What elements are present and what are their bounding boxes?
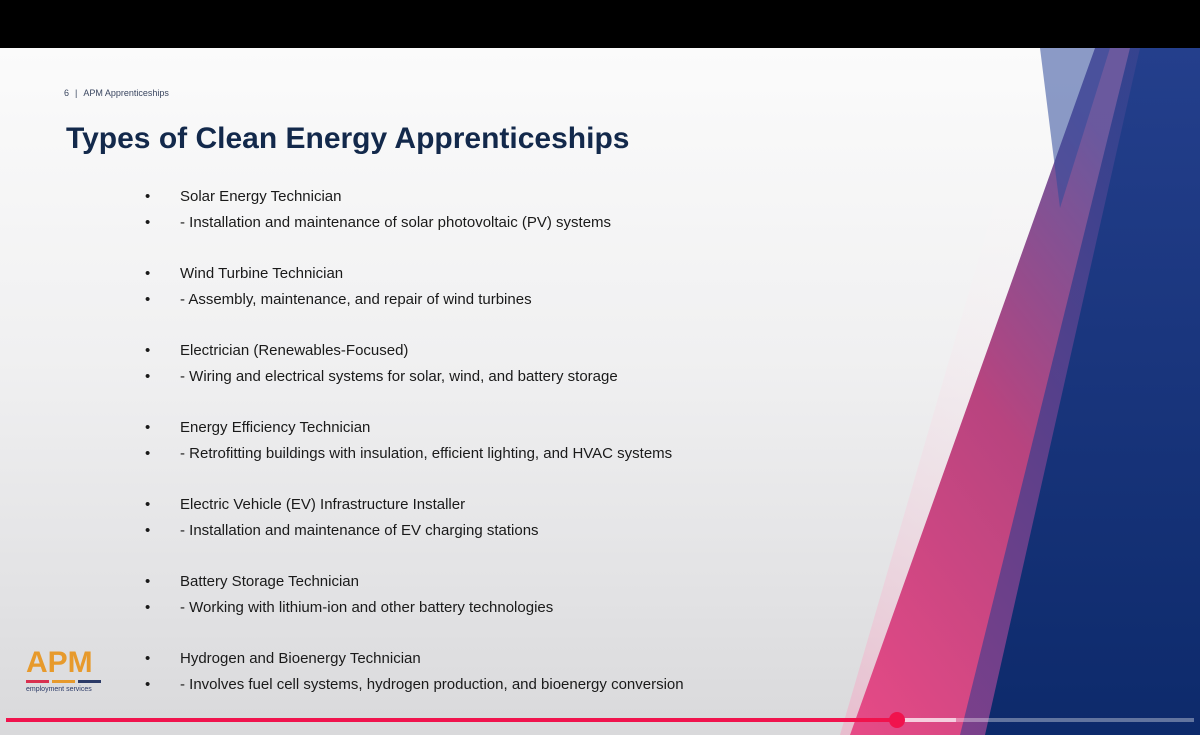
- detail-text: - Installation and maintenance of EV charging stations: [180, 522, 539, 539]
- logo-bar-red: [26, 680, 49, 683]
- video-top-bar: [0, 0, 1200, 48]
- bullet-group: [145, 415, 845, 467]
- detail-text: - Installation and maintenance of solar photovoltaic (PV) systems: [180, 214, 612, 231]
- presentation-slide: [0, 48, 1200, 735]
- bullet-item-detail: [145, 364, 845, 390]
- progress-played: [6, 718, 897, 722]
- bullet-icon: •: [145, 676, 151, 693]
- logo-subtitle: employment services: [26, 686, 92, 693]
- bullet-group: [145, 338, 845, 390]
- section-name: APM Apprenticeships: [83, 88, 169, 98]
- bullet-icon: •: [145, 522, 151, 539]
- role-text: Electrician (Renewables-Focused): [180, 342, 409, 359]
- bullet-group: [145, 184, 845, 236]
- apm-logo: [26, 648, 106, 693]
- bullet-group: [145, 492, 845, 544]
- bullet-item-role: [145, 338, 845, 364]
- detail-text: - Assembly, maintenance, and repair of wind turbines: [180, 291, 532, 308]
- bullet-item-role: [145, 492, 845, 518]
- video-progress-bar[interactable]: [6, 718, 1194, 722]
- logo-word: APM: [26, 646, 93, 679]
- logo-bars: [26, 680, 106, 683]
- bullet-item-detail: [145, 672, 845, 698]
- role-text: Energy Efficiency Technician: [180, 419, 371, 436]
- role-text: Electric Vehicle (EV) Infrastructure Installer: [180, 496, 466, 513]
- bullet-item-detail: [145, 595, 845, 621]
- bullet-icon: •: [145, 573, 151, 590]
- bullet-item-detail: [145, 210, 845, 236]
- logo-bar-navy: [78, 680, 101, 683]
- bullet-icon: •: [145, 368, 151, 385]
- page-number: 6: [64, 88, 70, 98]
- bullet-item-role: [145, 646, 845, 672]
- role-text: Wind Turbine Technician: [180, 265, 344, 282]
- bullet-item-role: [145, 415, 845, 441]
- detail-text: - Retrofitting buildings with insulation, efficient lighting, and HVAC systems: [180, 445, 673, 462]
- bullet-icon: •: [145, 265, 151, 282]
- bullet-group: [145, 569, 845, 621]
- bullet-list: [145, 184, 845, 723]
- logo-bar-orange: [52, 680, 75, 683]
- bullet-icon: •: [145, 291, 151, 308]
- bullet-icon: •: [145, 214, 151, 231]
- breadcrumb-separator: |: [75, 88, 78, 98]
- bullet-icon: •: [145, 650, 151, 667]
- bullet-item-detail: [145, 287, 845, 313]
- breadcrumb: [64, 88, 169, 98]
- bullet-item-role: [145, 261, 845, 287]
- bullet-item-role: [145, 569, 845, 595]
- progress-scrubber-handle[interactable]: [889, 712, 905, 728]
- bullet-item-detail: [145, 441, 845, 467]
- detail-text: - Involves fuel cell systems, hydrogen production, and bioenergy conversion: [180, 676, 684, 693]
- bullet-icon: •: [145, 342, 151, 359]
- bullet-item-role: [145, 184, 845, 210]
- bullet-item-detail: [145, 518, 845, 544]
- slide-title: Types of Clean Energy Apprenticeships: [66, 122, 630, 155]
- bullet-icon: •: [145, 496, 151, 513]
- bullet-icon: •: [145, 599, 151, 616]
- detail-text: - Working with lithium-ion and other battery technologies: [180, 599, 554, 616]
- bullet-icon: •: [145, 188, 151, 205]
- role-text: Hydrogen and Bioenergy Technician: [180, 650, 421, 667]
- detail-text: - Wiring and electrical systems for solar, wind, and battery storage: [180, 368, 618, 385]
- role-text: Battery Storage Technician: [180, 573, 359, 590]
- role-text: Solar Energy Technician: [180, 188, 342, 205]
- bullet-icon: •: [145, 445, 151, 462]
- bullet-group: [145, 261, 845, 313]
- bullet-group: [145, 646, 845, 698]
- bullet-icon: •: [145, 419, 151, 436]
